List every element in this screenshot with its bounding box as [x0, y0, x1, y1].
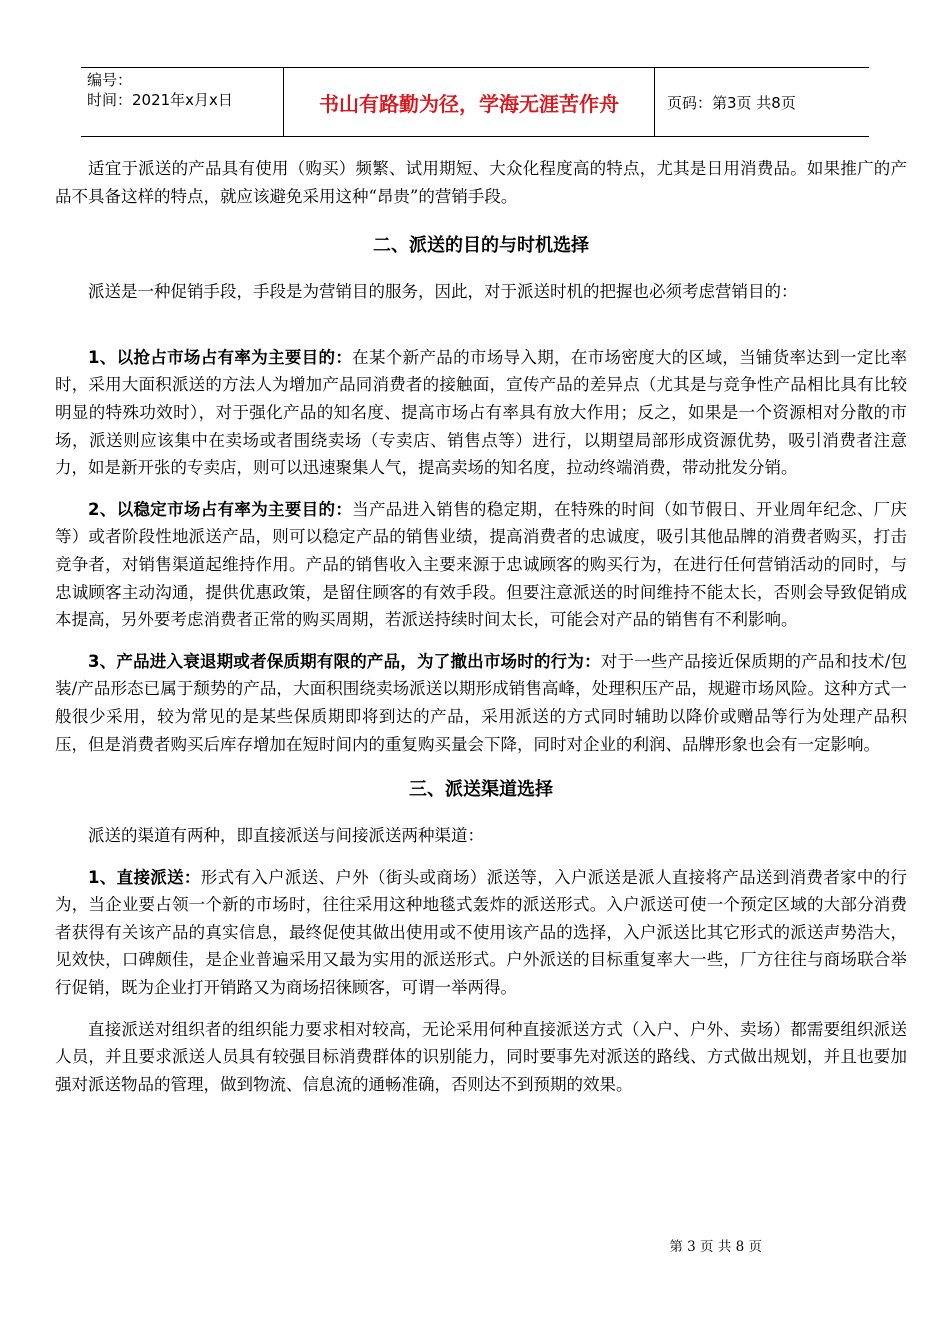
item1-body: 在某个新产品的市场导入期，在市场密度大的区域，当铺货率达到一定比率时，采用大面积派送的方法人为增加产品同消费者的接触面，宣传产品的差异点（尤其是与竞争性产品相比具有比较明显的特殊功效时），对于强化产品的知名度、提高市场占有率具有放大作用；反之，如果是一个资源相对分散的市场，派送则应该集中在卖场或者围绕卖场（专卖店、销售点等）进行，以期望局部形成资源优势，吸引消费者注意力，如是新开张的专卖店，则可以迅速聚集人气，提高卖场的知名度，拉动终端消费，带动批发分销。 [55, 347, 907, 478]
section3-heading: 三、派送渠道选择 [409, 779, 553, 801]
section2-heading: 二、派送的目的与时机选择 [373, 235, 589, 257]
item3-body: 对于一些产品接近保质期的产品和技术/包装/产品形态已属于颓势的产品，大面积围绕卖场派送以期形成销售高峰，处理积压产品，规避市场风险。这种方式一般很少采用，较为常见的是某些保质期即将到达的产品，采用派送的方式同时辅助以降价或赠品等行为处理产品积压，但是消费者购买后库存增加在短时间内的重复购买量会下降，同时对企业的利润、品牌形象也会有一定影响。 [55, 651, 907, 754]
section2-intro: 派送是一种促销手段，手段是为营销目的服务，因此，对于派送时机的把握也必须考虑营销目的： [88, 282, 798, 302]
item3-heading: 3、产品进入衰退期或者保质期有限的产品，为了撤出市场时的行为： [88, 651, 601, 671]
item1-heading: 1、以抢占市场占有率为主要目的： [88, 347, 353, 367]
item3-paragraph [55, 648, 907, 758]
item1-paragraph [55, 344, 907, 482]
direct-paragraph [55, 864, 907, 1002]
section3-intro: 派送的渠道有两种，即直接派送与间接派送两种渠道： [88, 826, 484, 846]
document-date: 时间：2021年x月x日 [87, 91, 233, 109]
item2-body: 当产品进入销售的稳定期，在特殊的时间（如节假日、开业周年纪念、厂庆等）或者阶段性地派送产品，则可以稳定产品的销售业绩，提高消费者的忠诚度，吸引其他品牌的消费者购买，打击竞争者，对销售渠道起维持作用。产品的销售收入主要来源于忠诚顾客的购买行为，在进行任何营销活动的同时，与忠诚顾客主动沟通，提供优惠政策，是留住顾客的有效手段。但要注意派送的时间维持不能太长，否则会导致促销成本提高，另外要考虑消费者正常的购买周期，若派送持续时间太长，可能会对产品的销售有不利影响。 [55, 499, 907, 630]
document-number: 编号： [87, 71, 133, 89]
direct-requirements-paragraph: 直接派送对组织者的组织能力要求相对较高，无论采用何种直接派送方式（入户、户外、卖场）都需要组织派送人员，并且要求派送人员具有较强目标消费群体的识别能力，同时要事先对派送的路线、方式做出规划，并且也要加强对派送物品的管理，做到物流、信息流的通畅准确，否则达不到预期的效果。 [55, 1019, 907, 1094]
page-footer: 第 3 页 共 8 页 [669, 1239, 762, 1255]
document-body [55, 155, 907, 1098]
direct-heading: 1、直接派送： [88, 867, 201, 887]
direct-body: 形式有入户派送、户外（街头或商场）派送等，入户派送是派人直接将产品送到消费者家中的行为，当企业要占领一个新的市场时，往往采用这种地毯式轰炸的派送形式。入户派送可使一个预定区域的大部分消费者获得有关该产品的真实信息，最终促使其做出使用或不使用该产品的选择，入户派送比其它形式的派送声势浩大，见效快，口碑颇佳，是企业普遍采用又最为实用的派送形式。户外派送的目标重复率大一些，厂方往往与商场联合举行促销，既为企业打开销路又为商场招徕顾客，可谓一举两得。 [55, 867, 908, 998]
header-meta [81, 68, 283, 136]
page-header [81, 67, 869, 137]
item2-paragraph [55, 496, 907, 634]
header-page-info: 页码：第3页 共8页 [667, 93, 796, 112]
item2-heading: 2、以稳定市场占有率为主要目的： [88, 499, 353, 519]
header-motto: 书山有路勤为径，学海无涯苦作舟 [283, 68, 655, 136]
intro-paragraph: 适宜于派送的产品具有使用（购买）频繁、试用期短、大众化程度高的特点，尤其是日用消费品。如果推广的产品不具备这样的特点，就应该避免采用这种“昂贵”的营销手段。 [55, 159, 907, 206]
